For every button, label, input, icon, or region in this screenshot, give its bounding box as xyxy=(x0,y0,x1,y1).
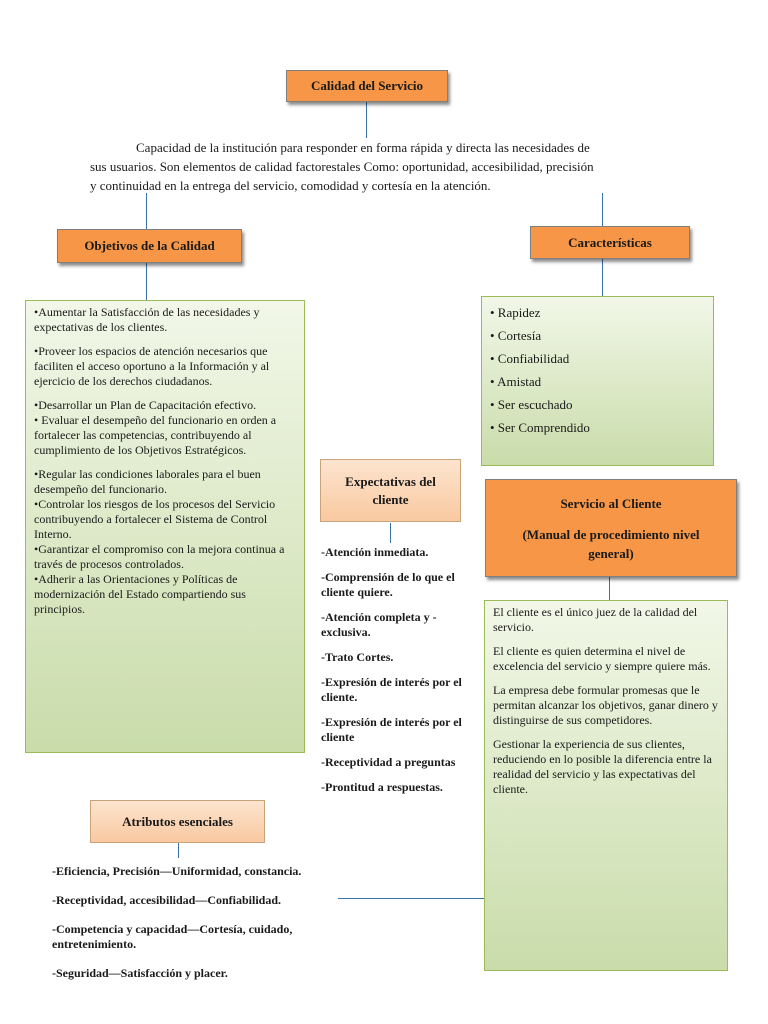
title-box xyxy=(286,70,448,102)
atributos-title: Atributos esenciales xyxy=(122,813,233,829)
page-title: Calidad del Servicio xyxy=(311,78,423,93)
objetivo-item: •Proveer los espacios de atención necesarios que faciliten el acceso oportuno a la Información y al ejercicio de los derechos ciudadanos. xyxy=(34,344,270,388)
servicio-item: El cliente es quien determina el nivel de excelencia del servicio y siempre quiere más. xyxy=(493,644,711,673)
servicio-item: La empresa debe formular promesas que le permitan alcanzar los objetivos, ganar dinero y distinguirse de sus competidores. xyxy=(493,683,718,727)
objetivos-box xyxy=(25,300,305,753)
caracteristica-item: • Rapidez xyxy=(490,305,541,320)
atributos-header xyxy=(90,800,265,843)
intro-line-3: y continuidad en la entrega del servicio, comodidad y cortesía en la atención. xyxy=(90,178,491,193)
caracteristicas-list xyxy=(490,301,705,439)
caracteristica-item: • Ser Comprendido xyxy=(490,420,590,435)
objetivos-header xyxy=(57,229,242,263)
expectativa-item: -Expresión de interés por el cliente xyxy=(321,715,462,744)
connector-caracteristicas-to-box xyxy=(602,258,603,296)
expectativa-item: -Expresión de interés por el cliente. xyxy=(321,675,462,704)
objetivo-item: •Controlar los riesgos de los procesos del Servicio contribuyendo a fortalecer el Sistema de Control Interno. xyxy=(34,497,276,541)
expectativa-item: -Receptividad a preguntas xyxy=(321,755,456,769)
connector-objetivos-to-box xyxy=(146,262,147,300)
connector-servicio-to-box xyxy=(609,576,610,600)
caracteristicas-title: Características xyxy=(568,234,652,250)
intro-paragraph xyxy=(90,138,690,195)
objetivo-item: •Adherir a las Orientaciones y Políticas de modernización del Estado compartiendo sus principios. xyxy=(34,572,246,616)
connector-intro-to-objetivos xyxy=(146,193,147,229)
expectativas-list xyxy=(321,545,471,805)
connector-expectativas-to-list xyxy=(390,523,391,543)
connector-title-to-intro xyxy=(366,101,367,138)
atributos-list xyxy=(52,864,352,991)
objetivo-item: •Aumentar la Satisfacción de las necesidades y expectativas de los clientes. xyxy=(34,305,260,334)
expectativa-item: -Atención inmediata. xyxy=(321,545,429,559)
expectativa-item: -Prontitud a respuestas. xyxy=(321,780,443,794)
atributo-item: -Eficiencia, Precisión—Uniformidad, constancia. xyxy=(52,864,302,878)
expectativa-item: -Trato Cortes. xyxy=(321,650,394,664)
caracteristica-item: • Ser escuchado xyxy=(490,397,573,412)
caracteristicas-box xyxy=(481,296,714,466)
connector-atributos-to-list xyxy=(178,842,179,858)
caracteristica-item: • Amistad xyxy=(490,374,542,389)
connector-atributos-to-servicio xyxy=(338,898,485,899)
intro-line-2: sus usuarios. Son elementos de calidad factorestales Como: oportunidad, accesibilidad, precisión xyxy=(90,159,594,174)
servicio-box xyxy=(484,600,728,971)
caracteristicas-header xyxy=(530,226,690,259)
caracteristica-item: • Confiabilidad xyxy=(490,351,570,366)
atributo-item: -Seguridad—Satisfacción y placer. xyxy=(52,966,228,980)
servicio-item: El cliente es el único juez de la calidad del servicio. xyxy=(493,605,698,634)
objetivo-item: • Evaluar el desempeño del funcionario en orden a fortalecer las competencias, contribuyendo al cumplimiento de los Objetivos Estratégicos. xyxy=(34,413,277,457)
caracteristica-item: • Cortesía xyxy=(490,328,542,343)
expectativas-header xyxy=(320,459,461,522)
objetivos-title: Objetivos de la Calidad xyxy=(84,238,215,253)
servicio-item: Gestionar la experiencia de sus clientes, reduciendo en lo posible la diferencia entre la realidad del servicio y las expectativas del cliente. xyxy=(493,737,712,796)
objetivo-item: •Desarrollar un Plan de Capacitación efectivo. xyxy=(34,398,257,412)
expectativas-title: Expectativas del cliente xyxy=(345,473,436,507)
expectativa-item: -Comprensión de lo que el cliente quiere. xyxy=(321,570,455,599)
expectativa-item: -Atención completa y -exclusiva. xyxy=(321,610,437,639)
servicio-subtitle: (Manual de procedimiento nivel general) xyxy=(522,526,700,561)
servicio-title: Servicio al Cliente xyxy=(560,495,662,511)
intro-line-1: Capacidad de la institución para responder en forma rápida y directa las necesidades de xyxy=(136,140,590,155)
objetivo-item: •Regular las condiciones laborales para el buen desempeño del funcionario. xyxy=(34,467,261,496)
objetivo-item: •Garantizar el compromiso con la mejora continua a través de procesos controlados. xyxy=(34,542,285,571)
atributo-item: -Competencia y capacidad—Cortesía, cuidado, entretenimiento. xyxy=(52,922,293,951)
servicio-header xyxy=(485,479,737,577)
atributo-item: -Receptividad, accesibilidad—Confiabilidad. xyxy=(52,893,282,907)
connector-intro-to-caracteristicas xyxy=(602,193,603,227)
